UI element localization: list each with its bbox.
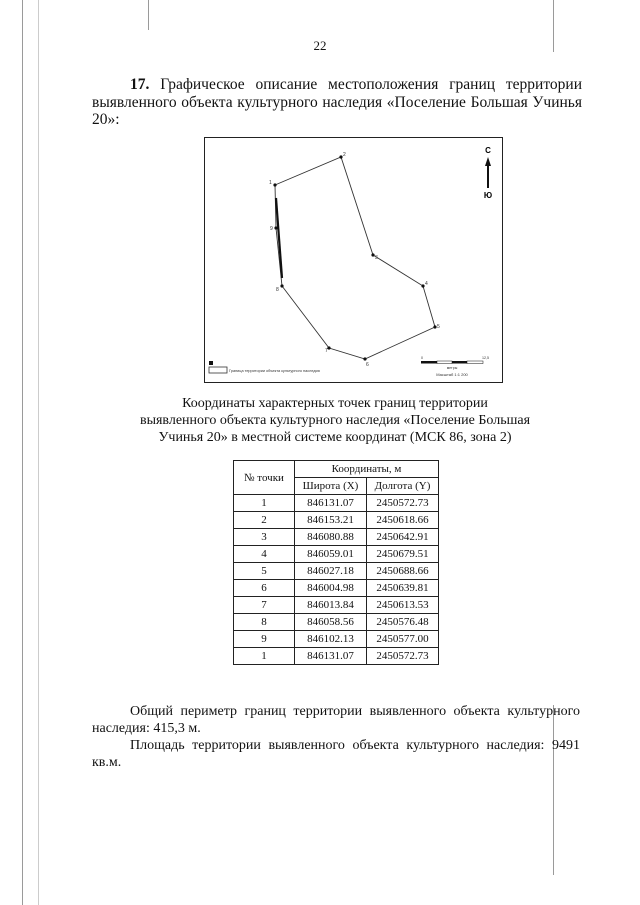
longitude-cell: 2450577.00 <box>367 631 439 648</box>
section-heading <box>92 76 582 129</box>
boundary-map-drawing <box>205 138 502 382</box>
longitude-cell: 2450572.73 <box>367 648 439 665</box>
coordinates-table <box>233 460 439 665</box>
table-row <box>234 631 439 648</box>
caption-line-3: Учинья 20» в местной системе координат (МСК 86, зона 2) <box>158 430 512 445</box>
section-heading-text: Графическое описание местоположения границ территории выявленного объекта культурного наследия «Поселение Большая Учинья 20»: <box>92 76 582 128</box>
latitude-cell: 846004.98 <box>295 580 367 597</box>
point-label-5: 5 <box>437 324 440 330</box>
point-number-cell: 4 <box>234 546 295 563</box>
north-arrow-icon <box>485 157 491 166</box>
latitude-cell: 846131.07 <box>295 648 367 665</box>
boundary-point-markers <box>273 155 436 360</box>
table-row <box>234 546 439 563</box>
longitude-cell: 2450688.66 <box>367 563 439 580</box>
map-legend <box>209 361 320 373</box>
north-label: С <box>485 146 491 155</box>
table-row <box>234 614 439 631</box>
latitude-cell: 846080.88 <box>295 529 367 546</box>
latitude-cell: 846027.18 <box>295 563 367 580</box>
header-latitude-x: Широта (X) <box>295 478 367 495</box>
table-row <box>234 495 439 512</box>
page-number: 22 <box>313 38 327 53</box>
latitude-cell: 846153.21 <box>295 512 367 529</box>
legend-swatch-icon <box>209 367 227 373</box>
north-arrow <box>484 146 492 200</box>
table-row <box>234 512 439 529</box>
header-longitude-y: Долгота (Y) <box>367 478 439 495</box>
caption-line-1: Координаты характерных точек границ территории <box>182 396 488 411</box>
header-point-number: № точки <box>234 461 295 495</box>
table-caption <box>90 395 580 446</box>
area-paragraph: Площадь территории выявленного объекта культурного наследия: 9491 кв.м. <box>92 738 580 770</box>
table-row <box>234 529 439 546</box>
latitude-cell: 846013.84 <box>295 597 367 614</box>
point-number-cell: 1 <box>234 495 295 512</box>
point-label-8: 8 <box>276 287 279 293</box>
longitude-cell: 2450572.73 <box>367 495 439 512</box>
caption-line-2: выявленного объекта культурного наследия «Поселение Большая <box>139 413 531 428</box>
point-label-9: 9 <box>270 226 273 232</box>
latitude-cell: 846059.01 <box>295 546 367 563</box>
point-number-cell: 1 <box>234 648 295 665</box>
perimeter-paragraph: Общий периметр границ территории выявленного объекта культурного наследия: 415,3 м. <box>92 704 580 736</box>
south-label: Ю <box>483 191 493 200</box>
longitude-cell: 2450639.81 <box>367 580 439 597</box>
table-row <box>234 580 439 597</box>
longitude-cell: 2450618.66 <box>367 512 439 529</box>
longitude-cell: 2450576.48 <box>367 614 439 631</box>
point-label-1: 1 <box>269 180 272 186</box>
territory-boundary <box>275 157 435 359</box>
point-number-cell: 6 <box>234 580 295 597</box>
scale-unit: метры <box>446 366 458 370</box>
boundary-map <box>204 137 503 383</box>
scale-text: Масштаб 1:1 200 <box>436 372 468 377</box>
point-number-cell: 9 <box>234 631 295 648</box>
longitude-cell: 2450642.91 <box>367 529 439 546</box>
scale-bar-end-label: 12,5 <box>482 356 489 360</box>
scale-bar-start-label: 0 <box>421 356 423 360</box>
point-label-6: 6 <box>366 362 369 368</box>
point-number-cell: 2 <box>234 512 295 529</box>
section-number: 17. <box>130 76 150 93</box>
table-row <box>234 648 439 665</box>
point-label-7: 7 <box>325 348 328 354</box>
longitude-cell: 2450679.51 <box>367 546 439 563</box>
latitude-cell: 846102.13 <box>295 631 367 648</box>
scale-bar <box>421 356 489 377</box>
legend-marker-icon <box>209 361 213 365</box>
point-number-cell: 8 <box>234 614 295 631</box>
longitude-cell: 2450613.53 <box>367 597 439 614</box>
latitude-cell: 846058.56 <box>295 614 367 631</box>
point-label-4: 4 <box>425 281 428 287</box>
header-coordinates: Координаты, м <box>295 461 439 478</box>
legend-text: Граница территории объекта культурного наследия <box>229 369 320 373</box>
point-number-cell: 3 <box>234 529 295 546</box>
point-number-cell: 7 <box>234 597 295 614</box>
point-label-3: 3 <box>375 255 378 261</box>
scan-margin-line-left <box>22 0 23 905</box>
scan-margin-line-left-inner <box>38 0 39 905</box>
table-row <box>234 563 439 580</box>
point-label-2: 2 <box>343 152 346 158</box>
point-number-cell: 5 <box>234 563 295 580</box>
latitude-cell: 846131.07 <box>295 495 367 512</box>
table-row <box>234 597 439 614</box>
scan-margin-line-top <box>148 0 149 30</box>
